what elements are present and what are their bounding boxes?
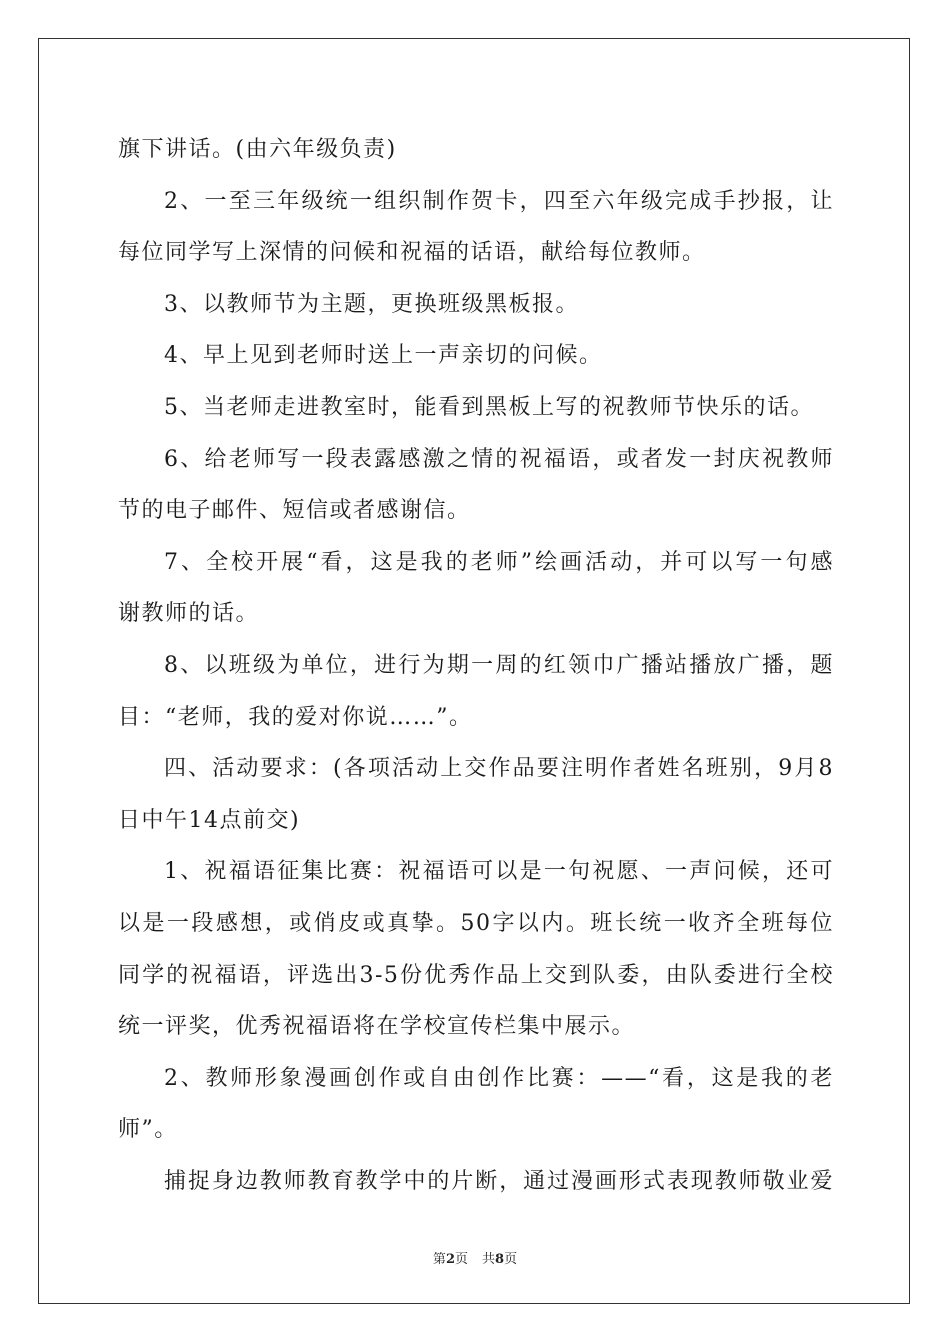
text-line: 5、当老师走进教室时，能看到黑板上写的祝教师节快乐的话。 [164, 394, 814, 420]
total-page-count: 8 [495, 1252, 505, 1267]
text-line: 3、以教师节为主题，更换班级黑板报。 [164, 291, 579, 317]
page-number-suffix: 页 [454, 1252, 468, 1267]
text-line: 日中午14点前交) [118, 807, 301, 833]
text-line: 4、早上见到老师时送上一声亲切的问候。 [164, 343, 603, 369]
text-line: 统一评奖，优秀祝福语将在学校宣传栏集中展示。 [118, 1014, 636, 1040]
text-line: 2、一至三年级统一组织制作贺卡，四至六年级完成手抄报，让 [164, 188, 834, 214]
text-line: 以是一段感想，或俏皮或真挚。50字以内。班长统一收齐全班每位 [118, 910, 834, 936]
text-line: 每位同学写上深情的问候和祝福的话语，献给每位教师。 [118, 240, 706, 266]
page-number-prefix: 第 [432, 1252, 446, 1267]
text-line: 7、全校开展“看，这是我的老师”绘画活动，并可以写一句感 [164, 549, 834, 575]
text-line: 谢教师的话。 [118, 601, 260, 627]
text-line: 1、祝福语征集比赛：祝福语可以是一句祝愿、一声问候，还可 [164, 859, 834, 885]
text-line: 师”。 [118, 1117, 178, 1143]
text-line: 6、给老师写一段表露感激之情的祝福语，或者发一封庆祝教师 [164, 446, 834, 472]
document-body [118, 124, 834, 1207]
text-line: 捕捉身边教师教育教学中的片断，通过漫画形式表现教师敬业爱 [164, 1168, 834, 1194]
text-line: 目：“老师，我的爱对你说……”。 [118, 704, 473, 730]
page-footer [0, 1248, 950, 1267]
total-pages-prefix: 共 [482, 1252, 496, 1267]
text-line: 四、活动要求：(各项活动上交作品要注明作者姓名班别，9月8 [164, 756, 834, 782]
text-line: 同学的祝福语，评选出3-5份优秀作品上交到队委，由队委进行全校 [118, 962, 834, 988]
text-line: 2、教师形象漫画创作或自由创作比赛：——“看，这是我的老 [164, 1065, 834, 1091]
text-line: 旗下讲话。(由六年级负责) [118, 137, 397, 162]
current-page-number: 2 [445, 1252, 455, 1267]
total-pages-suffix: 页 [504, 1252, 518, 1267]
text-line: 8、以班级为单位，进行为期一周的红领巾广播站播放广播，题 [164, 652, 834, 678]
text-line: 节的电子邮件、短信或者感谢信。 [118, 498, 471, 524]
